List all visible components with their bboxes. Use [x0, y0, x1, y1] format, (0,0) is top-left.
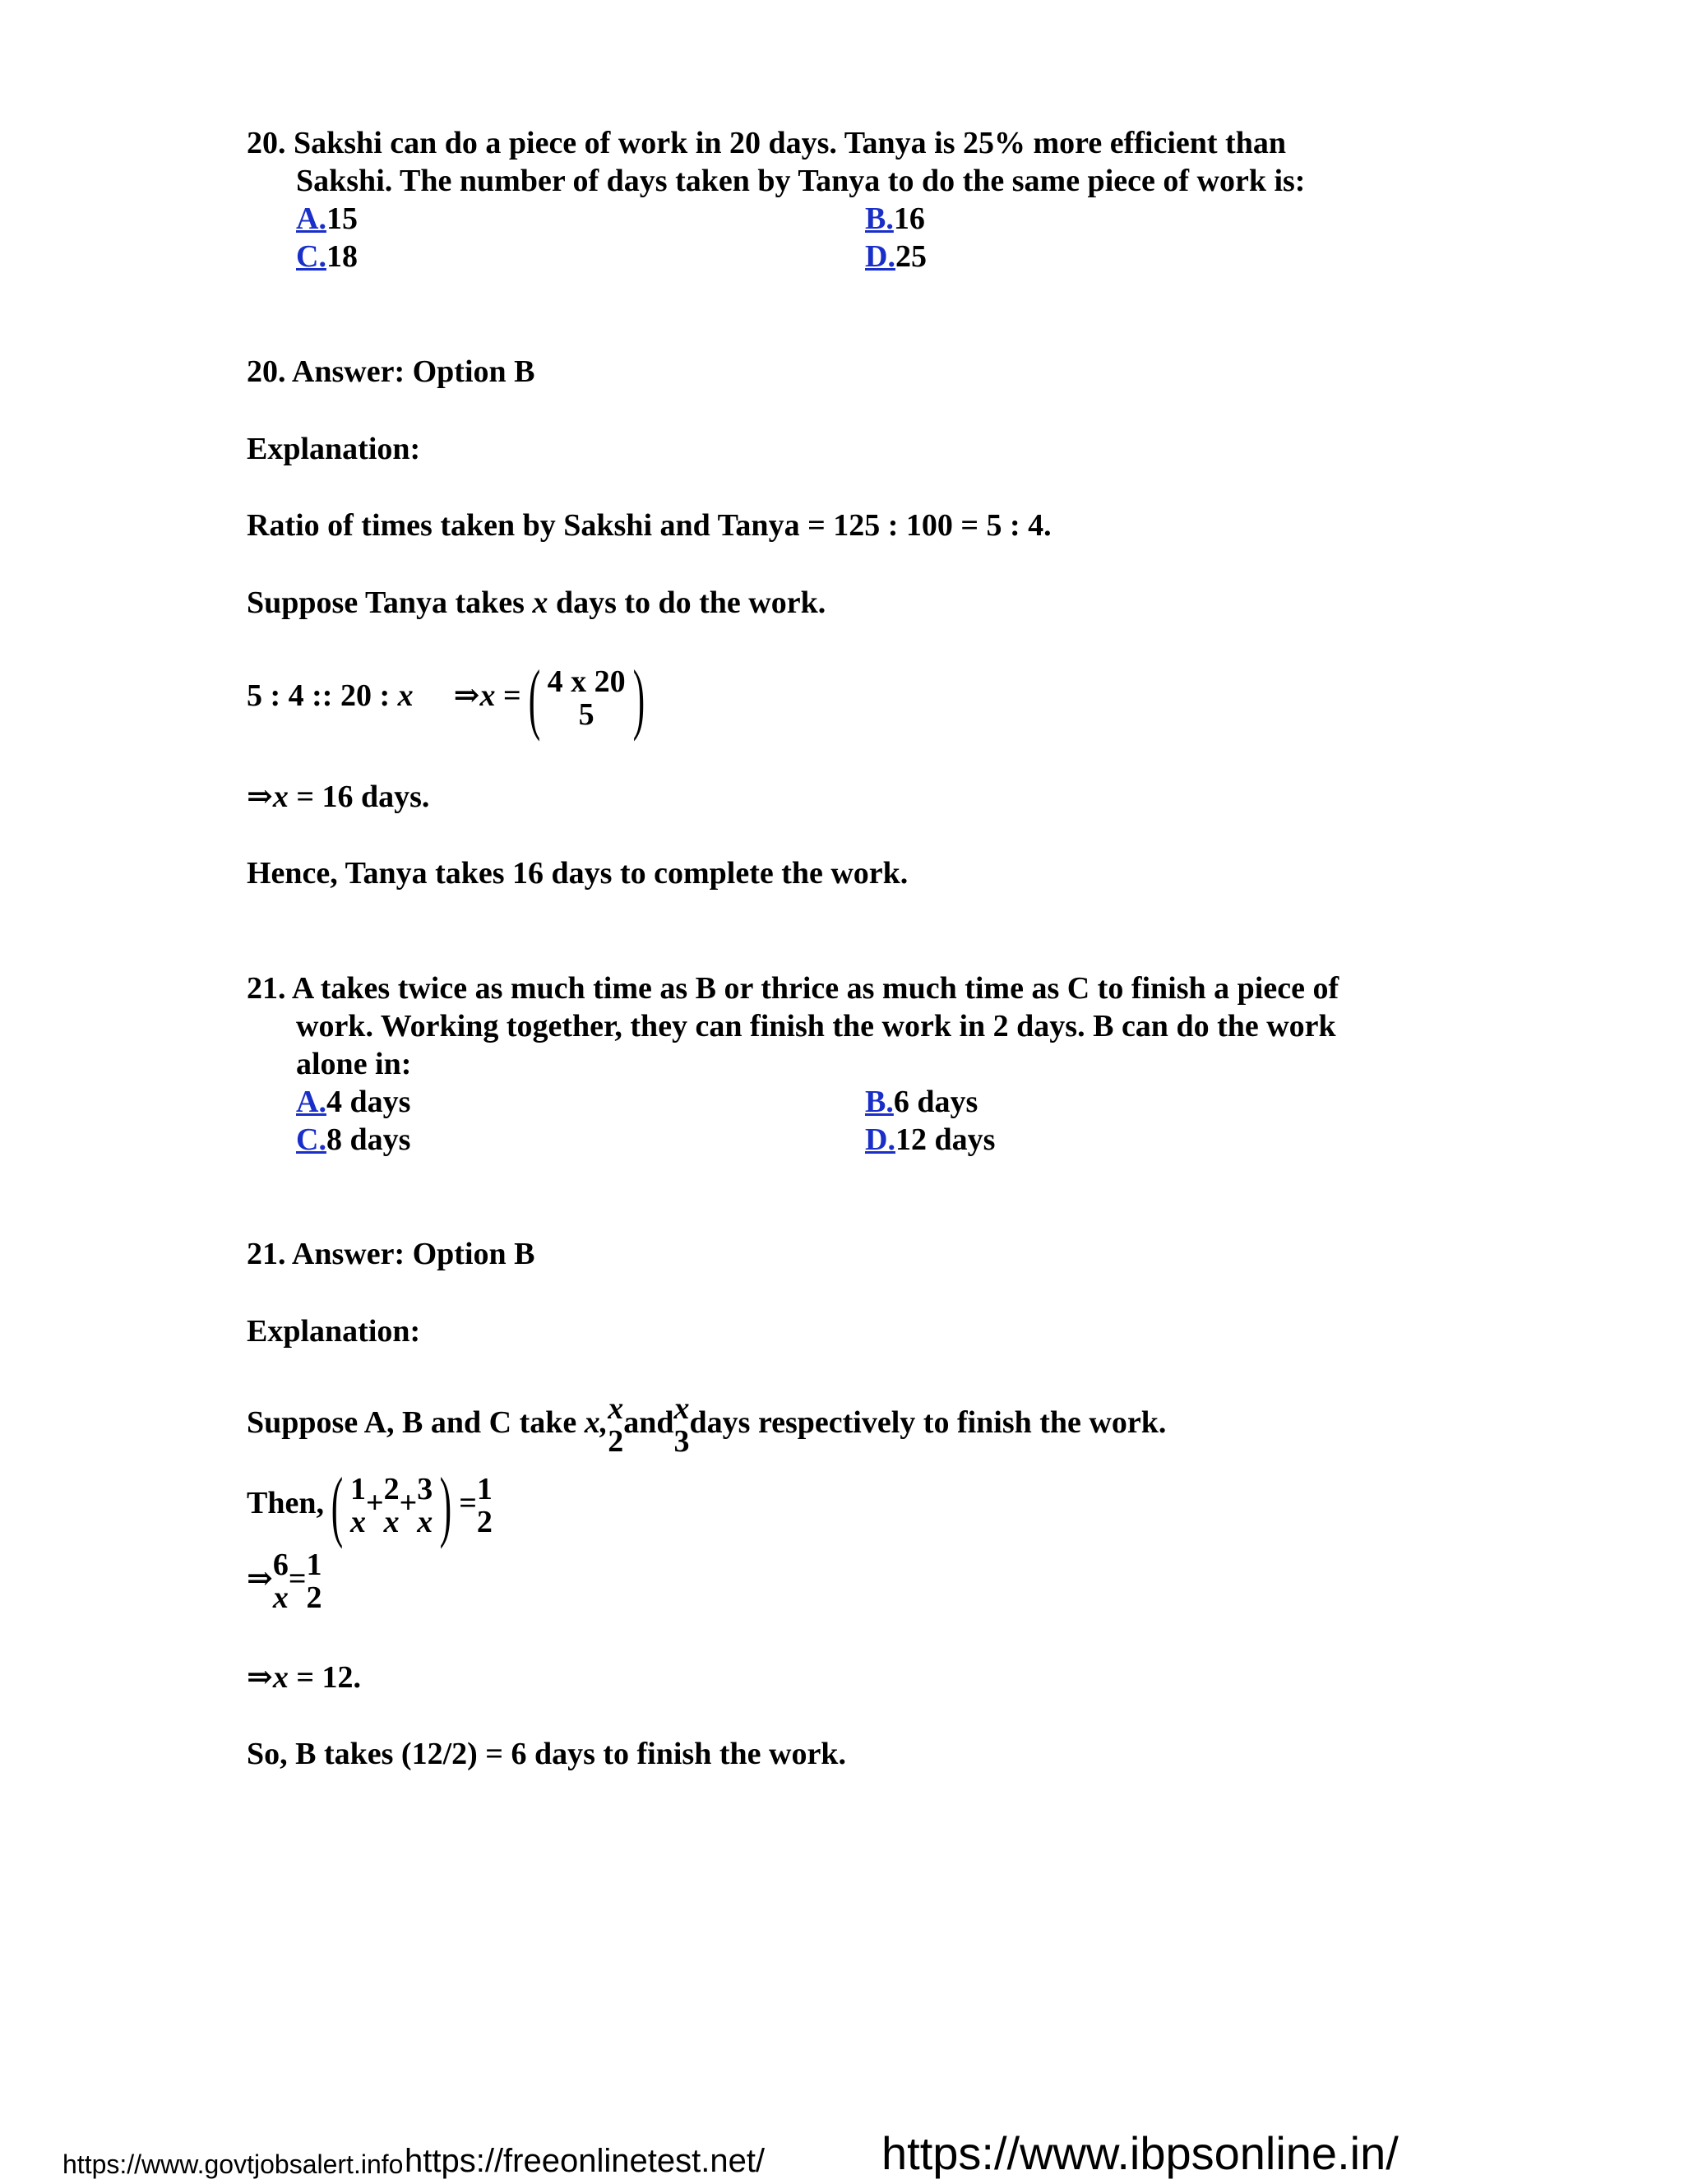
q21-text-line1: 21. A takes twice as much time as B or thrice as much time as C to finish a piece of: [247, 971, 1339, 1006]
q21-option-a-link[interactable]: A.: [296, 1085, 326, 1119]
q21-option-d: [865, 1122, 995, 1158]
left-paren: (: [331, 1461, 344, 1550]
q20-implies-symbol: ⇒: [453, 678, 480, 713]
q21-result-text: = 12.: [296, 1660, 361, 1695]
q21-step-rhs-den: 2: [306, 1580, 322, 1616]
q20-option-a-link[interactable]: A.: [296, 201, 326, 236]
q20-option-b-text: 16: [893, 201, 925, 236]
q21-explanation-label: Explanation:: [247, 1314, 421, 1349]
q20-suppose: [247, 585, 826, 621]
q21-term2-num: 2: [383, 1472, 400, 1507]
q20-option-c-text: 18: [326, 239, 358, 274]
q21-conclusion: So, B takes (12/2) = 6 days to finish the work.: [247, 1737, 846, 1771]
q20-eq-sign: =: [502, 678, 521, 713]
q21-term2: [384, 1473, 400, 1539]
q21-option-d-text: 12 days: [895, 1122, 996, 1157]
q20-suppose-text-a: Suppose Tanya takes: [247, 585, 525, 620]
q21-option-b-text: 6 days: [893, 1085, 978, 1119]
q20-suppose-text-b: days to do the work.: [555, 585, 826, 620]
q21-frac2-den: 3: [673, 1424, 690, 1460]
q21-step-lhs-den: x: [272, 1580, 289, 1616]
q21-option-b: [865, 1084, 978, 1120]
q20-result-implies: ⇒: [247, 780, 273, 814]
q20-fraction-numerator: 4 x 20: [547, 664, 626, 700]
q21-eq-sign: =: [459, 1486, 477, 1520]
q20-eq-var: x: [479, 678, 496, 713]
q21-result-implies: ⇒: [247, 1660, 273, 1695]
q21-option-c: [296, 1122, 410, 1158]
q20-option-d-link[interactable]: D.: [865, 239, 895, 274]
q20-answer: 20. Answer: Option B: [247, 354, 535, 389]
q21-rhs-den: 2: [476, 1505, 493, 1540]
q21-result-var: x: [272, 1660, 289, 1695]
q21-then-label: Then,: [247, 1486, 324, 1520]
q21-option-a-text: 4 days: [326, 1085, 411, 1119]
q20-result: [247, 779, 429, 815]
q21-term3: [417, 1473, 433, 1539]
q20-result-var: x: [272, 780, 289, 814]
q21-suppose-x: x,: [584, 1405, 608, 1440]
q21-term1-den: x: [349, 1505, 366, 1540]
q21-answer: 21. Answer: Option B: [247, 1237, 535, 1271]
q21-frac2-num: x: [673, 1391, 690, 1427]
q20-text-line2: Sakshi. The number of days taken by Tanya to do the same piece of work is:: [296, 164, 1306, 198]
q21-step-implies: ⇒: [247, 1562, 273, 1596]
q20-option-a-text: 15: [326, 201, 358, 236]
footer-link-govtjobsalert[interactable]: https://www.govtjobsalert.info: [62, 2149, 404, 2179]
q21-fraction-x-over-2: [608, 1392, 623, 1458]
q21-term1-num: 1: [349, 1472, 366, 1507]
q20-option-b-link[interactable]: B.: [865, 201, 894, 236]
q20-option-a: [296, 201, 358, 237]
footer-link-freeonlinetest[interactable]: https://freeonlinetest.net/: [405, 2143, 766, 2179]
q21-step-eq: =: [288, 1562, 307, 1596]
q21-plus-1: +: [365, 1486, 384, 1520]
q20-fraction: [548, 665, 626, 731]
q21-step-lhs-num: 6: [272, 1548, 289, 1583]
right-paren: ): [632, 654, 645, 743]
q20-option-b: [865, 201, 925, 237]
q21-step-equation: [247, 1546, 322, 1614]
q21-result: [247, 1659, 361, 1696]
q21-option-d-link[interactable]: D.: [865, 1122, 895, 1157]
footer-link-ibpsonline[interactable]: https://www.ibpsonline.in/: [881, 2127, 1399, 2179]
q21-suppose-text-b: days respectively to finish the work.: [689, 1405, 1167, 1440]
q21-term1: [350, 1473, 366, 1539]
q20-conclusion: Hence, Tanya takes 16 days to complete the work.: [247, 856, 909, 891]
q21-rhs-num: 1: [476, 1472, 493, 1507]
q20-option-d: [865, 238, 927, 275]
q21-and: and: [623, 1405, 674, 1440]
q20-ratio: Ratio of times taken by Sakshi and Tanya = 125 : 100 = 5 : 4.: [247, 508, 1052, 543]
q20-suppose-var: x: [532, 585, 548, 620]
q21-frac1-num: x: [608, 1391, 624, 1427]
q21-then-equation: [247, 1461, 493, 1550]
q21-plus-2: +: [399, 1486, 418, 1520]
q21-suppose-text-a: Suppose A, B and C take: [247, 1405, 577, 1440]
left-paren: (: [528, 654, 540, 743]
q20-proportion-lhs: 5 : 4 :: 20 :: [247, 678, 391, 713]
q21-step-rhs: [307, 1548, 322, 1614]
q20-option-c: [296, 238, 358, 275]
q20-text-line1: 20. Sakshi can do a piece of work in 20 days. Tanya is 25% more efficient than: [247, 126, 1286, 160]
q21-text-line3: alone in:: [296, 1047, 412, 1081]
q21-option-b-link[interactable]: B.: [865, 1085, 894, 1119]
q21-step-lhs: [273, 1548, 289, 1614]
q21-option-c-link[interactable]: C.: [296, 1122, 326, 1157]
q20-proportion-equation: [247, 654, 652, 743]
q20-result-text: = 16 days.: [296, 780, 430, 814]
q21-frac1-den: 2: [608, 1424, 624, 1460]
right-paren: ): [440, 1461, 452, 1550]
q21-option-c-text: 8 days: [326, 1122, 411, 1157]
q21-suppose: [247, 1390, 1166, 1458]
q20-option-c-link[interactable]: C.: [296, 239, 326, 274]
q21-term2-den: x: [383, 1505, 400, 1540]
q20-proportion-var: x: [397, 678, 414, 713]
q21-option-a: [296, 1084, 410, 1120]
q21-term3-den: x: [417, 1505, 433, 1540]
q21-text-line2: work. Working together, they can finish the work in 2 days. B can do the work: [296, 1009, 1336, 1043]
q21-fraction-x-over-3: [674, 1392, 690, 1458]
q21-term3-num: 3: [417, 1472, 433, 1507]
q20-explanation-label: Explanation:: [247, 432, 421, 466]
q21-rhs-fraction: [477, 1473, 493, 1539]
q21-step-rhs-num: 1: [306, 1548, 322, 1583]
q20-fraction-denominator: 5: [578, 697, 594, 733]
q20-option-d-text: 25: [895, 239, 927, 274]
